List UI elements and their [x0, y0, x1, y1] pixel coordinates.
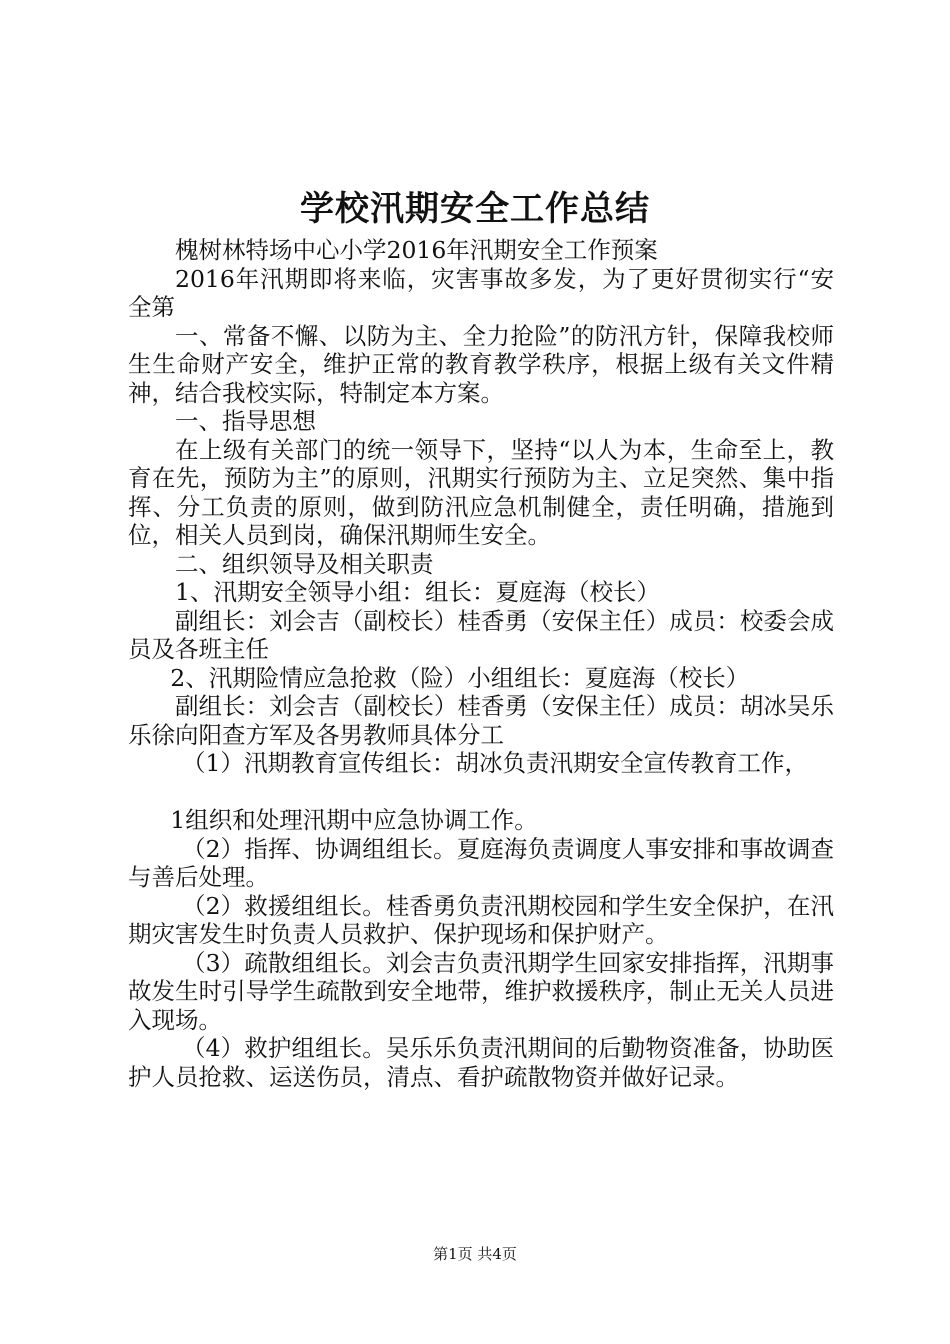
section-heading-organization: 二、组织领导及相关职责	[175, 549, 434, 578]
paragraph-school-plan-heading: 槐树林特场中心小学2016年汛期安全工作预案	[175, 236, 658, 264]
paragraph-guiding-thought: 在上级有关部门的统一领导下，坚持“以人为本，生命至上，教育在先，预防为主”的原则，汛期实行预防为主、立足突然、集中指挥、分工负责的原则，做到防汛应急机制健全，责任明确，措施到位，相关人员到岗，确保汛期师生安全。	[128, 435, 834, 549]
paragraph-command-group: （2）指挥、协调组组长。夏庭海负责调度人事安排和事故调查与善后处理。	[128, 834, 834, 891]
paragraph-policy: 一、常备不懈、以防为主、全力抢险”的防汛方针，保障我校师生生命财产安全，维护正常的教育教学秩序，根据上级有关文件精神，结合我校实际，特制定本方案。	[128, 321, 834, 407]
blank-line	[128, 778, 834, 807]
paragraph-emergency-deputies: 副组长：刘会吉（副校长）桂香勇（安保主任）成员：胡冰吴乐乐徐向阳查方军及各男教师具体分工	[128, 692, 834, 749]
paragraph-medical-group: （4）救护组组长。吴乐乐负责汛期间的后勤物资准备，协助医护人员抢救、运送伤员，清点、看护疏散物资并做好记录。	[128, 1034, 834, 1091]
paragraph-emergency-group: 2、汛期险情应急抢救（险）小组组长：夏庭海（校长）	[170, 663, 750, 692]
paragraph-rescue-group: （2）救援组组长。桂香勇负责汛期校园和学生安全保护，在汛期灾害发生时负责人员救护、保护现场和保护财产。	[128, 891, 834, 948]
paragraph-leadership-deputies: 副组长：刘会吉（副校长）桂香勇（安保主任）成员：校委会成员及各班主任	[128, 606, 834, 663]
paragraph-publicity-group: （1）汛期教育宣传组长：胡冰负责汛期安全宣传教育工作，	[182, 749, 808, 777]
page-footer: 第1页 共4页	[433, 1245, 517, 1263]
paragraph-coordination-work: 1组织和处理汛期中应急协调工作。	[170, 806, 538, 834]
section-heading-guiding-thought: 一、指导思想	[175, 407, 316, 435]
document-body	[128, 236, 834, 1091]
paragraph-leadership-group: 1、汛期安全领导小组：组长：夏庭海（校长）	[175, 578, 660, 606]
paragraph-intro: 2016年汛期即将来临，灾害事故多发，为了更好贯彻实行“安全第	[128, 264, 834, 321]
paragraph-evacuation-group: （3）疏散组组长。刘会吉负责汛期学生回家安排指挥，汛期事故发生时引导学生疏散到安全地带，维护救援秩序，制止无关人员进入现场。	[128, 948, 834, 1034]
document-title: 学校汛期安全工作总结	[300, 189, 650, 229]
